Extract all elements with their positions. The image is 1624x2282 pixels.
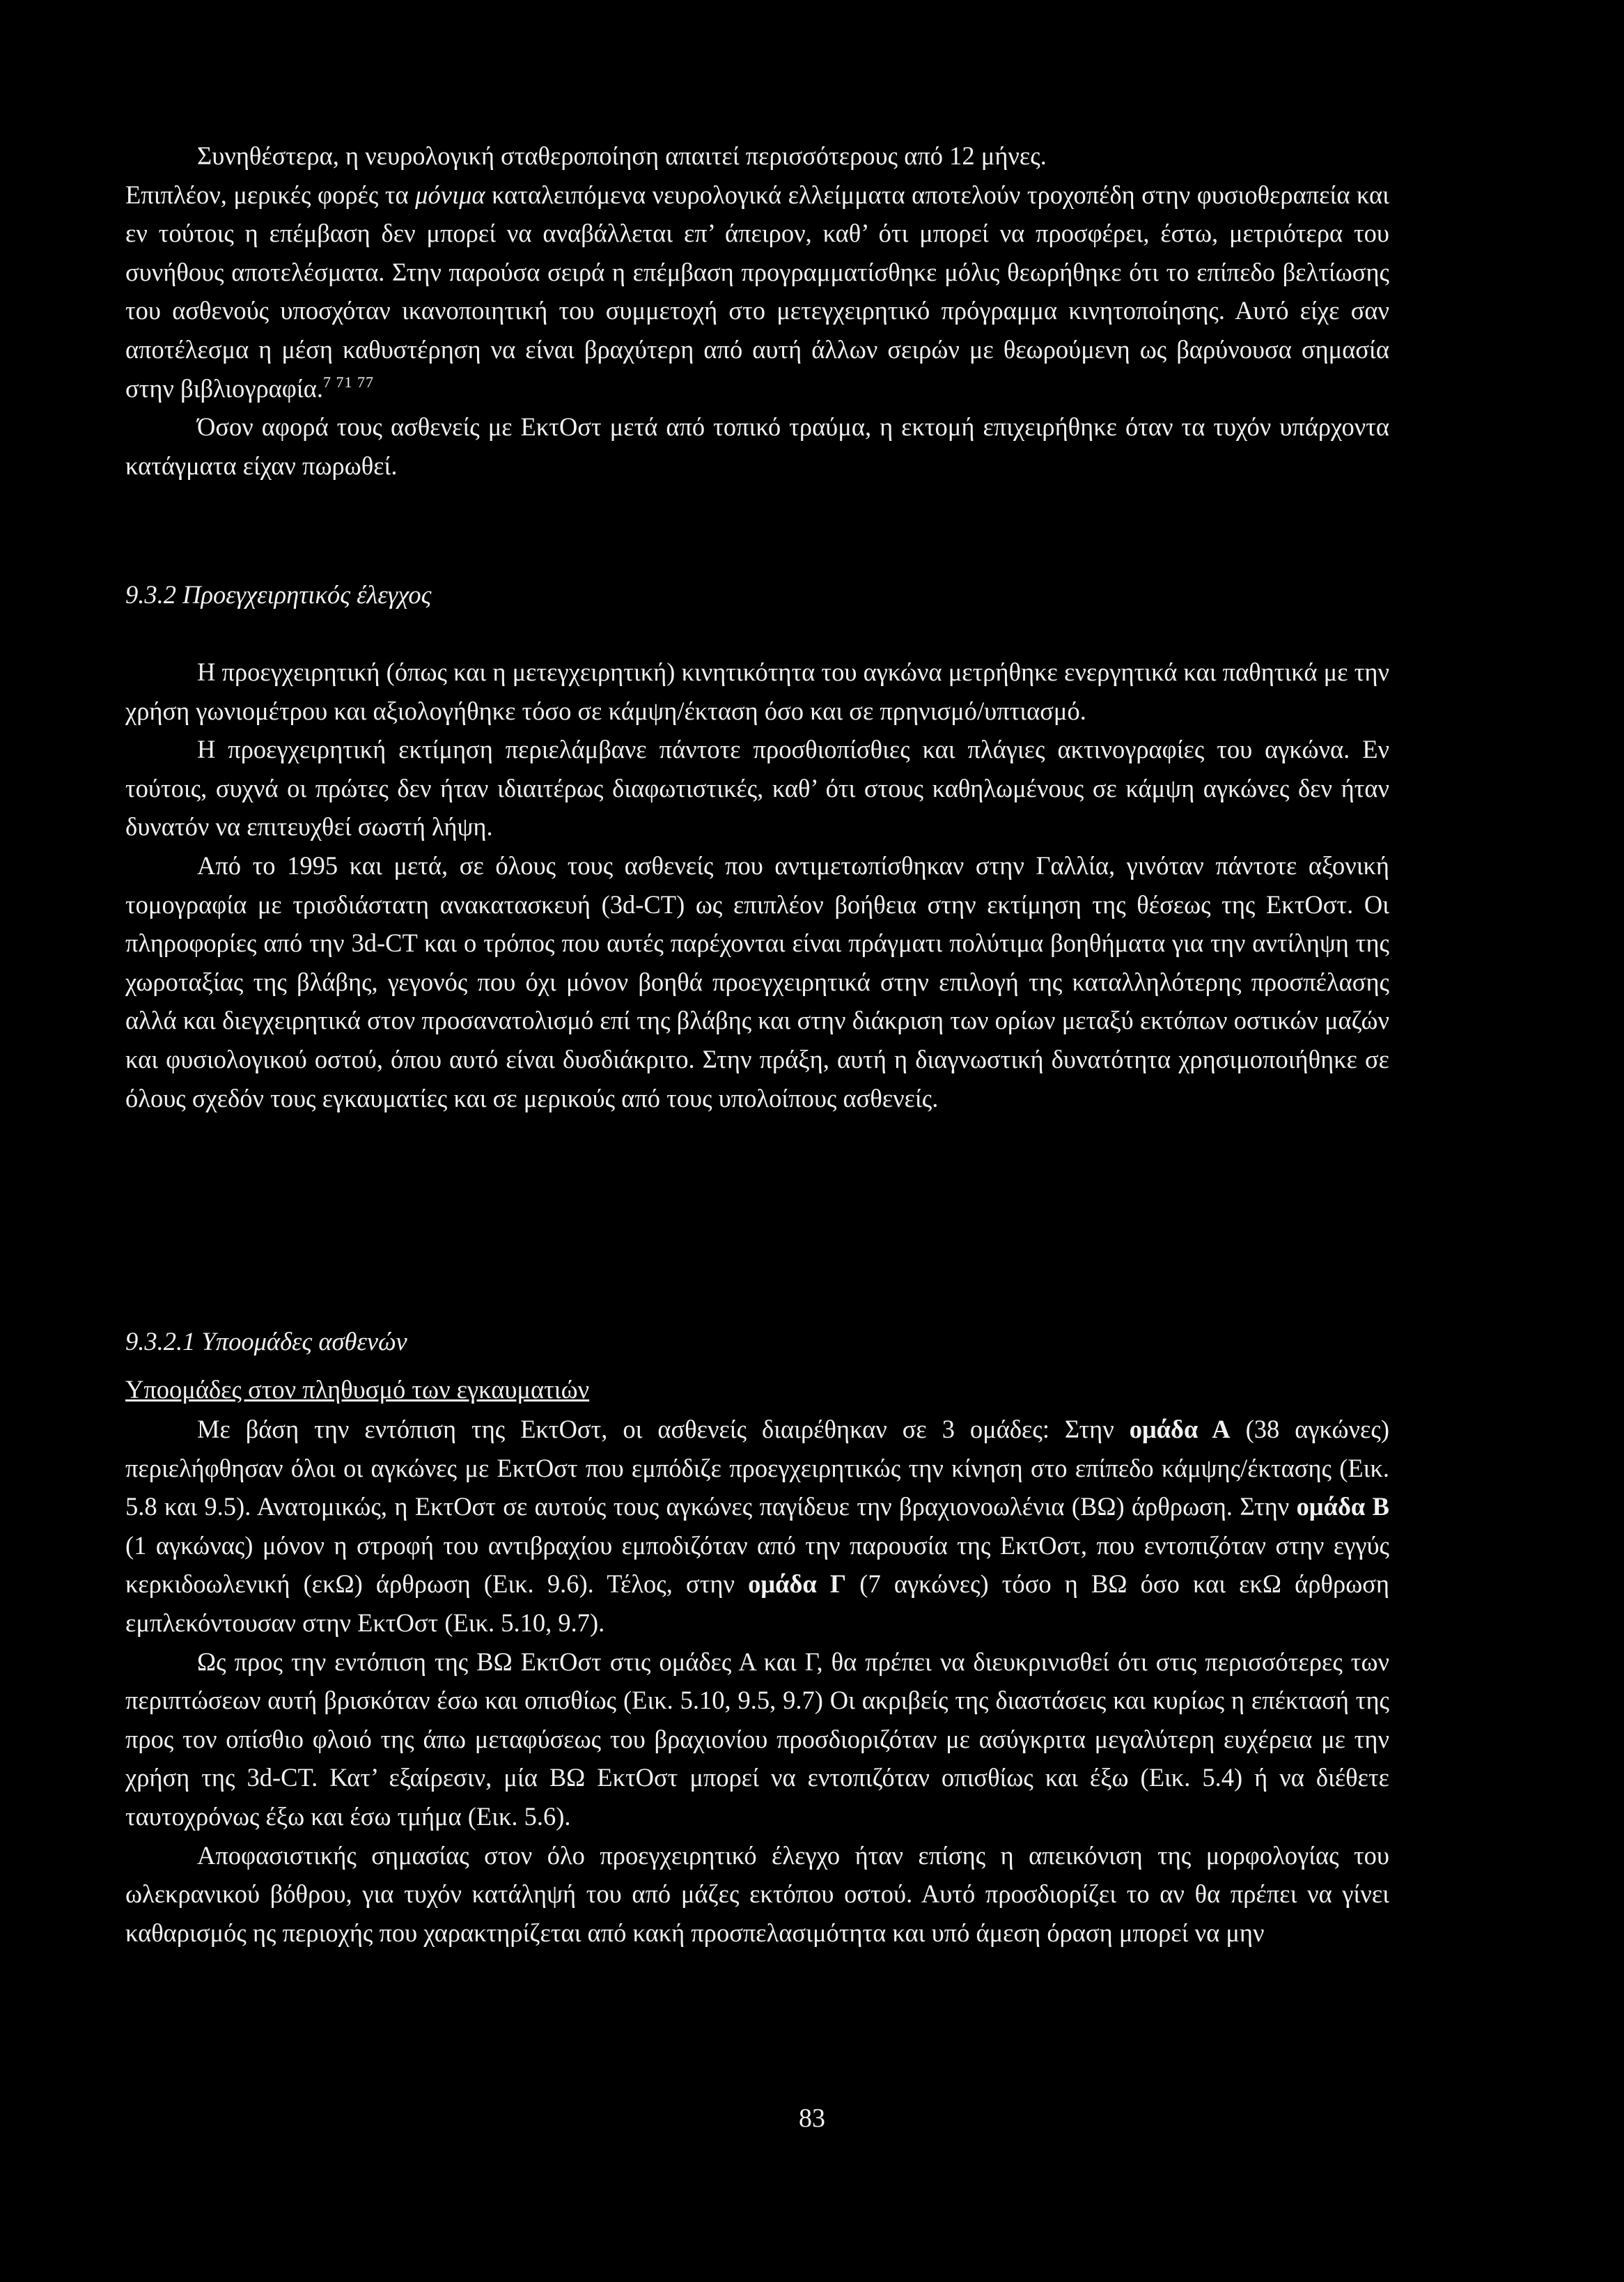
text-block-subgroups xyxy=(125,1410,1389,1952)
paragraph-groups xyxy=(125,1410,1389,1643)
paragraph-localization: Ως προς την εντόπιση της ΒΩ ΕκτΟστ στις ομάδες Α και Γ, θα πρέπει να διευκρινισθεί ότι στις περισσότερες των περιπτώσεων αυτή βρισκόταν έσω και οπισθίως (Εικ. 5.10, 9.5, 9.7) Οι ακριβείς της διαστάσεις και κυρίως η επέκτασή της προς τον οπίσθιο φλοιό της άπω μεταφύσεως του βραχιονίου προσδιοριζόταν με ασύγκριτα μεγαλύτερη ευχέρεια με την χρήση της 3d-CT. Κατ’ εξαίρεσιν, μία ΒΩ ΕκτΟστ μπορεί να εντοπιζόταν οπισθίως και έξω (Εικ. 5.4) ή να διέθετε ταυτοχρόνως έξω και έσω τμήμα (Εικ. 5.6). xyxy=(125,1647,1389,1831)
paragraph-range-of-motion: Η προεγχειρητική (όπως και η μετεγχειρητική) κινητικότητα του αγκώνα μετρήθηκε ενεργητικά και παθητικά με την χρήση γωνιομέτρου και αξιολογήθηκε τόσο σε κάμψη/έκταση όσο και σε πρηνισμό/υπτιασμό. xyxy=(125,658,1389,725)
text-run: (1 αγκώνας) μόνον η στροφή του αντιβραχίου εμποδιζόταν από την παρουσία της ΕκτΟστ, που εντοπιζόταν στην εγγύς κερκιδοωλενική (εκΩ) άρθρωση (Εικ. 9.6). Τέλος, στην xyxy=(125,1530,1389,1599)
paragraph-neurological-stabilization: Συνηθέστερα, η νευρολογική σταθεροποίηση απαιτεί περισσότερους από 12 μήνες. xyxy=(197,141,1047,170)
reference-superscript: 7 71 77 xyxy=(322,373,374,391)
text-block-intro xyxy=(125,137,1389,485)
paragraph-surgery-timing xyxy=(125,176,1389,408)
paragraph-3d-ct: Από το 1995 και μετά, σε όλους τους ασθενείς που αντιμετωπίσθηκαν στην Γαλλία, γινόταν πάντοτε αξονική τομογραφία με τρισδιάστατη ανακατασκευή (3d-CT) ως επιπλέον βοήθεια στην εκτίμηση της θέσεως της ΕκτΟστ. Οι πληροφορίες από την 3d-CT και ο τρόπος που αυτές παρέχονται είναι πράγματι πολύτιμα βοηθήματα για την αντίληψη της χωροταξίας της βλάβης, γεγονός που όχι μόνον βοηθά προεγχειρητικά στην επιλογή της καταλληλότερης προσπέλασης αλλά και διεγχειρητικά στον προσανατολισμό επί της βλάβης και στην διάκριση των ορίων μεταξύ εκτόπων οστικών μαζών και φυσιολογικού οστού, όπου αυτό είναι δυσδιάκριτο. Στην πράξη, αυτή η διαγνωστική δυνατότητα χρησιμοποιήθηκε σε όλους σχεδόν τους εγκαυματίες και σε μερικούς από τους υπολοίπους ασθενείς. xyxy=(125,851,1389,1112)
paragraph-trauma-patients: Όσον αφορά τους ασθενείς με ΕκτΟστ μετά από τοπικό τραύμα, η εκτομή επιχειρήθηκε όταν τα τυχόν υπάρχοντα κατάγματα είχαν πωρωθεί. xyxy=(125,412,1389,480)
text-block-preop xyxy=(125,653,1389,1117)
section-heading-9-3-2: 9.3.2 Προεγχειρητικός έλεγχος xyxy=(125,580,432,609)
text-run: (7 αγκώνες) τόσο η ΒΩ όσο και εκΩ άρθρωση εμπλεκόντουσαν στην ΕκτΟστ (Εικ. 5.10, 9.7). xyxy=(125,1569,1389,1637)
emphasis-text: μόνιμα xyxy=(415,180,485,209)
paragraph-olecranon-fossa: Αποφασιστικής σημασίας στον όλο προεγχειρητικό έλεγχο ήταν επίσης η απεικόνιση της μορφολογίας του ωλεκρανικού βόθρου, για τυχόν κατάληψή του από μάζες εκτόπου οστού. Αυτό προσδιορίζει το αν θα πρέπει να γίνει καθαρισμός ης περιοχής που χαρακτηρίζεται από κακή προσπελασιμότητα και υπό άμεση όραση μπορεί να μην xyxy=(125,1840,1389,1947)
text-run: Επιπλέον, μερικές φορές τα xyxy=(125,180,416,209)
group-a-label: ομάδα Α xyxy=(1129,1415,1231,1443)
text-run: Με βάση την εντόπιση της ΕκτΟστ, οι ασθενείς διαιρέθηκαν σε 3 ομάδες: Στην xyxy=(197,1415,1130,1443)
text-run: (38 αγκώνες) περιελήφθησαν όλοι οι αγκώνες με ΕκτΟστ που εμπόδιζε προεγχειρητικώς την κίνηση στο επίπεδο κάμψης/έκτασης (Εικ. 5.8 και 9.5). Ανατομικώς, η ΕκτΟστ σε αυτούς τους αγκώνες παγίδευε την βραχιονοωλένια (ΒΩ) άρθρωση. Στην xyxy=(125,1415,1389,1521)
subsection-heading-burn-patients: Υποομάδες στον πληθυσμό των εγκαυματιών xyxy=(125,1375,590,1404)
group-b-label: ομάδα Β xyxy=(1296,1492,1389,1521)
section-heading-9-3-2-1: 9.3.2.1 Υποομάδες ασθενών xyxy=(125,1327,407,1356)
page-number: 83 xyxy=(799,2104,825,2133)
group-c-label: ομάδα Γ xyxy=(748,1569,847,1599)
text-run: καταλειπόμενα νευρολογικά ελλείμματα αποτελούν τροχοπέδη στην φυσιοθεραπεία και εν τούτοις η επέμβαση δεν μπορεί να αναβάλλεται επ’ άπειρον, καθ’ ότι μπορεί να προσφέρει, έστω, μετριότερα του συνήθους αποτελέσματα. Στην παρούσα σειρά η επέμβαση προγραμματίσθηκε μόλις θεωρήθηκε ότι το επίπεδο βελτίωσης του ασθενούς υποσχόταν ικανοποιητική του συμμετοχή στο μετεγχειρητικό πρόγραμμα κινητοποίησης. Αυτό είχε σαν αποτέλεσμα η μέση καθυστέρηση να είναι βραχύτερη από αυτή άλλων σειρών με θεωρούμενη ως βαρύνουσα σημασία στην βιβλιογραφία. xyxy=(125,180,1389,403)
paragraph-radiographs: Η προεγχειρητική εκτίμηση περιελάμβανε πάντοτε προσθιοπίσθιες και πλάγιες ακτινογραφίες του αγκώνα. Εν τούτοις, συχνά οι πρώτες δεν ήταν ιδιαιτέρως διαφωτιστικές, καθ’ ότι στους καθηλωμένους σε κάμψη αγκώνες δεν ήταν δυνατόν να επιτευχθεί σωστή λήψη. xyxy=(125,735,1389,841)
